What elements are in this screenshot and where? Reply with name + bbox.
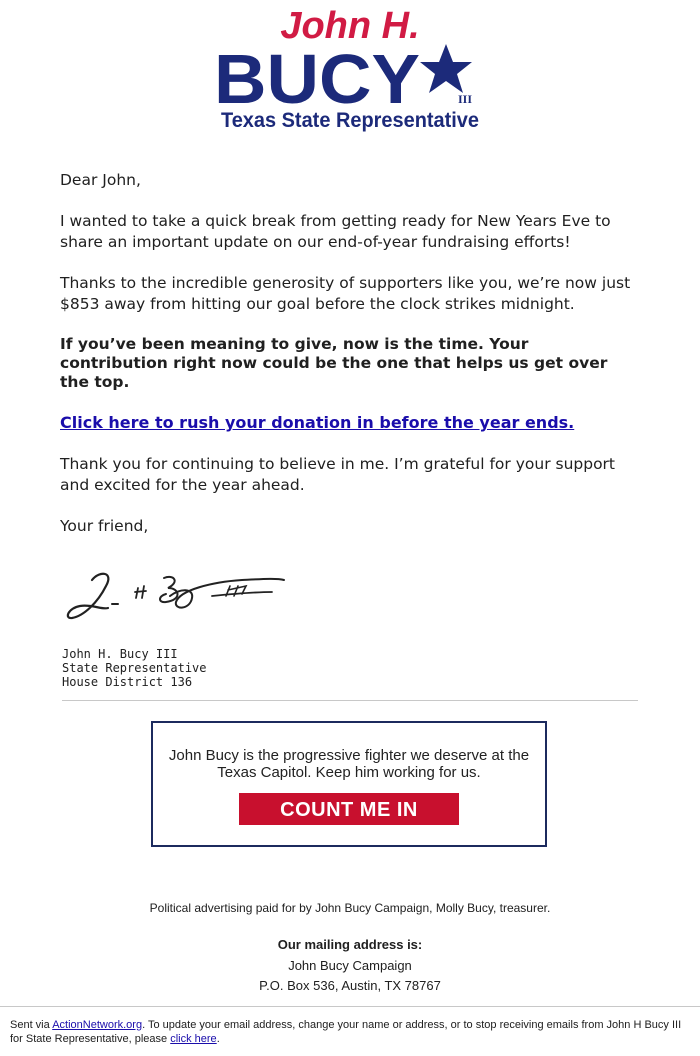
update-text: . To update your email address, change your name or address, or to stop receiving emails from John H Bucy III for State Representative, please (10, 1019, 682, 1045)
donate-link[interactable]: Click here to rush your donation in before the year ends. (60, 413, 575, 432)
closing: Your friend, (60, 517, 149, 535)
mailing-org: John Bucy Campaign (288, 958, 412, 973)
signer-name: John H. Bucy III (62, 647, 178, 661)
sent-via-text: Sent via (10, 1019, 53, 1031)
logo-graphic (210, 0, 490, 140)
star-icon (420, 44, 472, 93)
click-here-link[interactable]: click here (170, 1033, 217, 1045)
political-disclaimer: Political advertising paid for by John Bucy Campaign, Molly Bucy, treasurer. (149, 901, 551, 915)
mailing-address: P.O. Box 536, Austin, TX 78767 (259, 978, 441, 993)
logo-surname: BUCY (214, 40, 420, 118)
actionnetwork-link[interactable]: ActionNetwork.org (52, 1019, 143, 1031)
promo-text: John Bucy is the progressive fighter we deserve at the Texas Capitol. Keep him working for us. (168, 747, 530, 781)
paragraph-intro: I wanted to take a quick break from getting ready for New Years Eve to share an important update on our end-of-year fundraising efforts! (60, 212, 611, 251)
divider (62, 700, 638, 701)
signer-district: House District 136 (62, 675, 193, 689)
signature-block (62, 647, 207, 689)
greeting: Dear John, (60, 171, 141, 189)
logo-suffix: III (458, 92, 473, 106)
count-me-in-button[interactable]: COUNT ME IN (239, 793, 459, 825)
letter-body (60, 170, 640, 557)
end-period: . (216, 1033, 220, 1045)
signer-title: State Representative (62, 661, 207, 675)
unsubscribe-bar (0, 1006, 700, 1056)
mailing-address-title: Our mailing address is: (277, 937, 423, 952)
logo-tagline: Texas State Representative (221, 109, 479, 132)
paragraph-appeal: If you’ve been meaning to give, now is the time. Your contribution right now could be the one that helps us get over the top. (60, 335, 608, 391)
promo-box (151, 721, 547, 847)
paragraph-thanks: Thank you for continuing to believe in me. I’m grateful for your support and excited for the year ahead. (60, 455, 616, 494)
handwritten-signature (62, 560, 302, 630)
logo-name-line: John H. (280, 5, 420, 47)
paragraph-progress: Thanks to the incredible generosity of supporters like you, we’re now just $853 away from hitting our goal before the clock strikes midnight. (60, 274, 631, 313)
campaign-logo (0, 0, 700, 140)
